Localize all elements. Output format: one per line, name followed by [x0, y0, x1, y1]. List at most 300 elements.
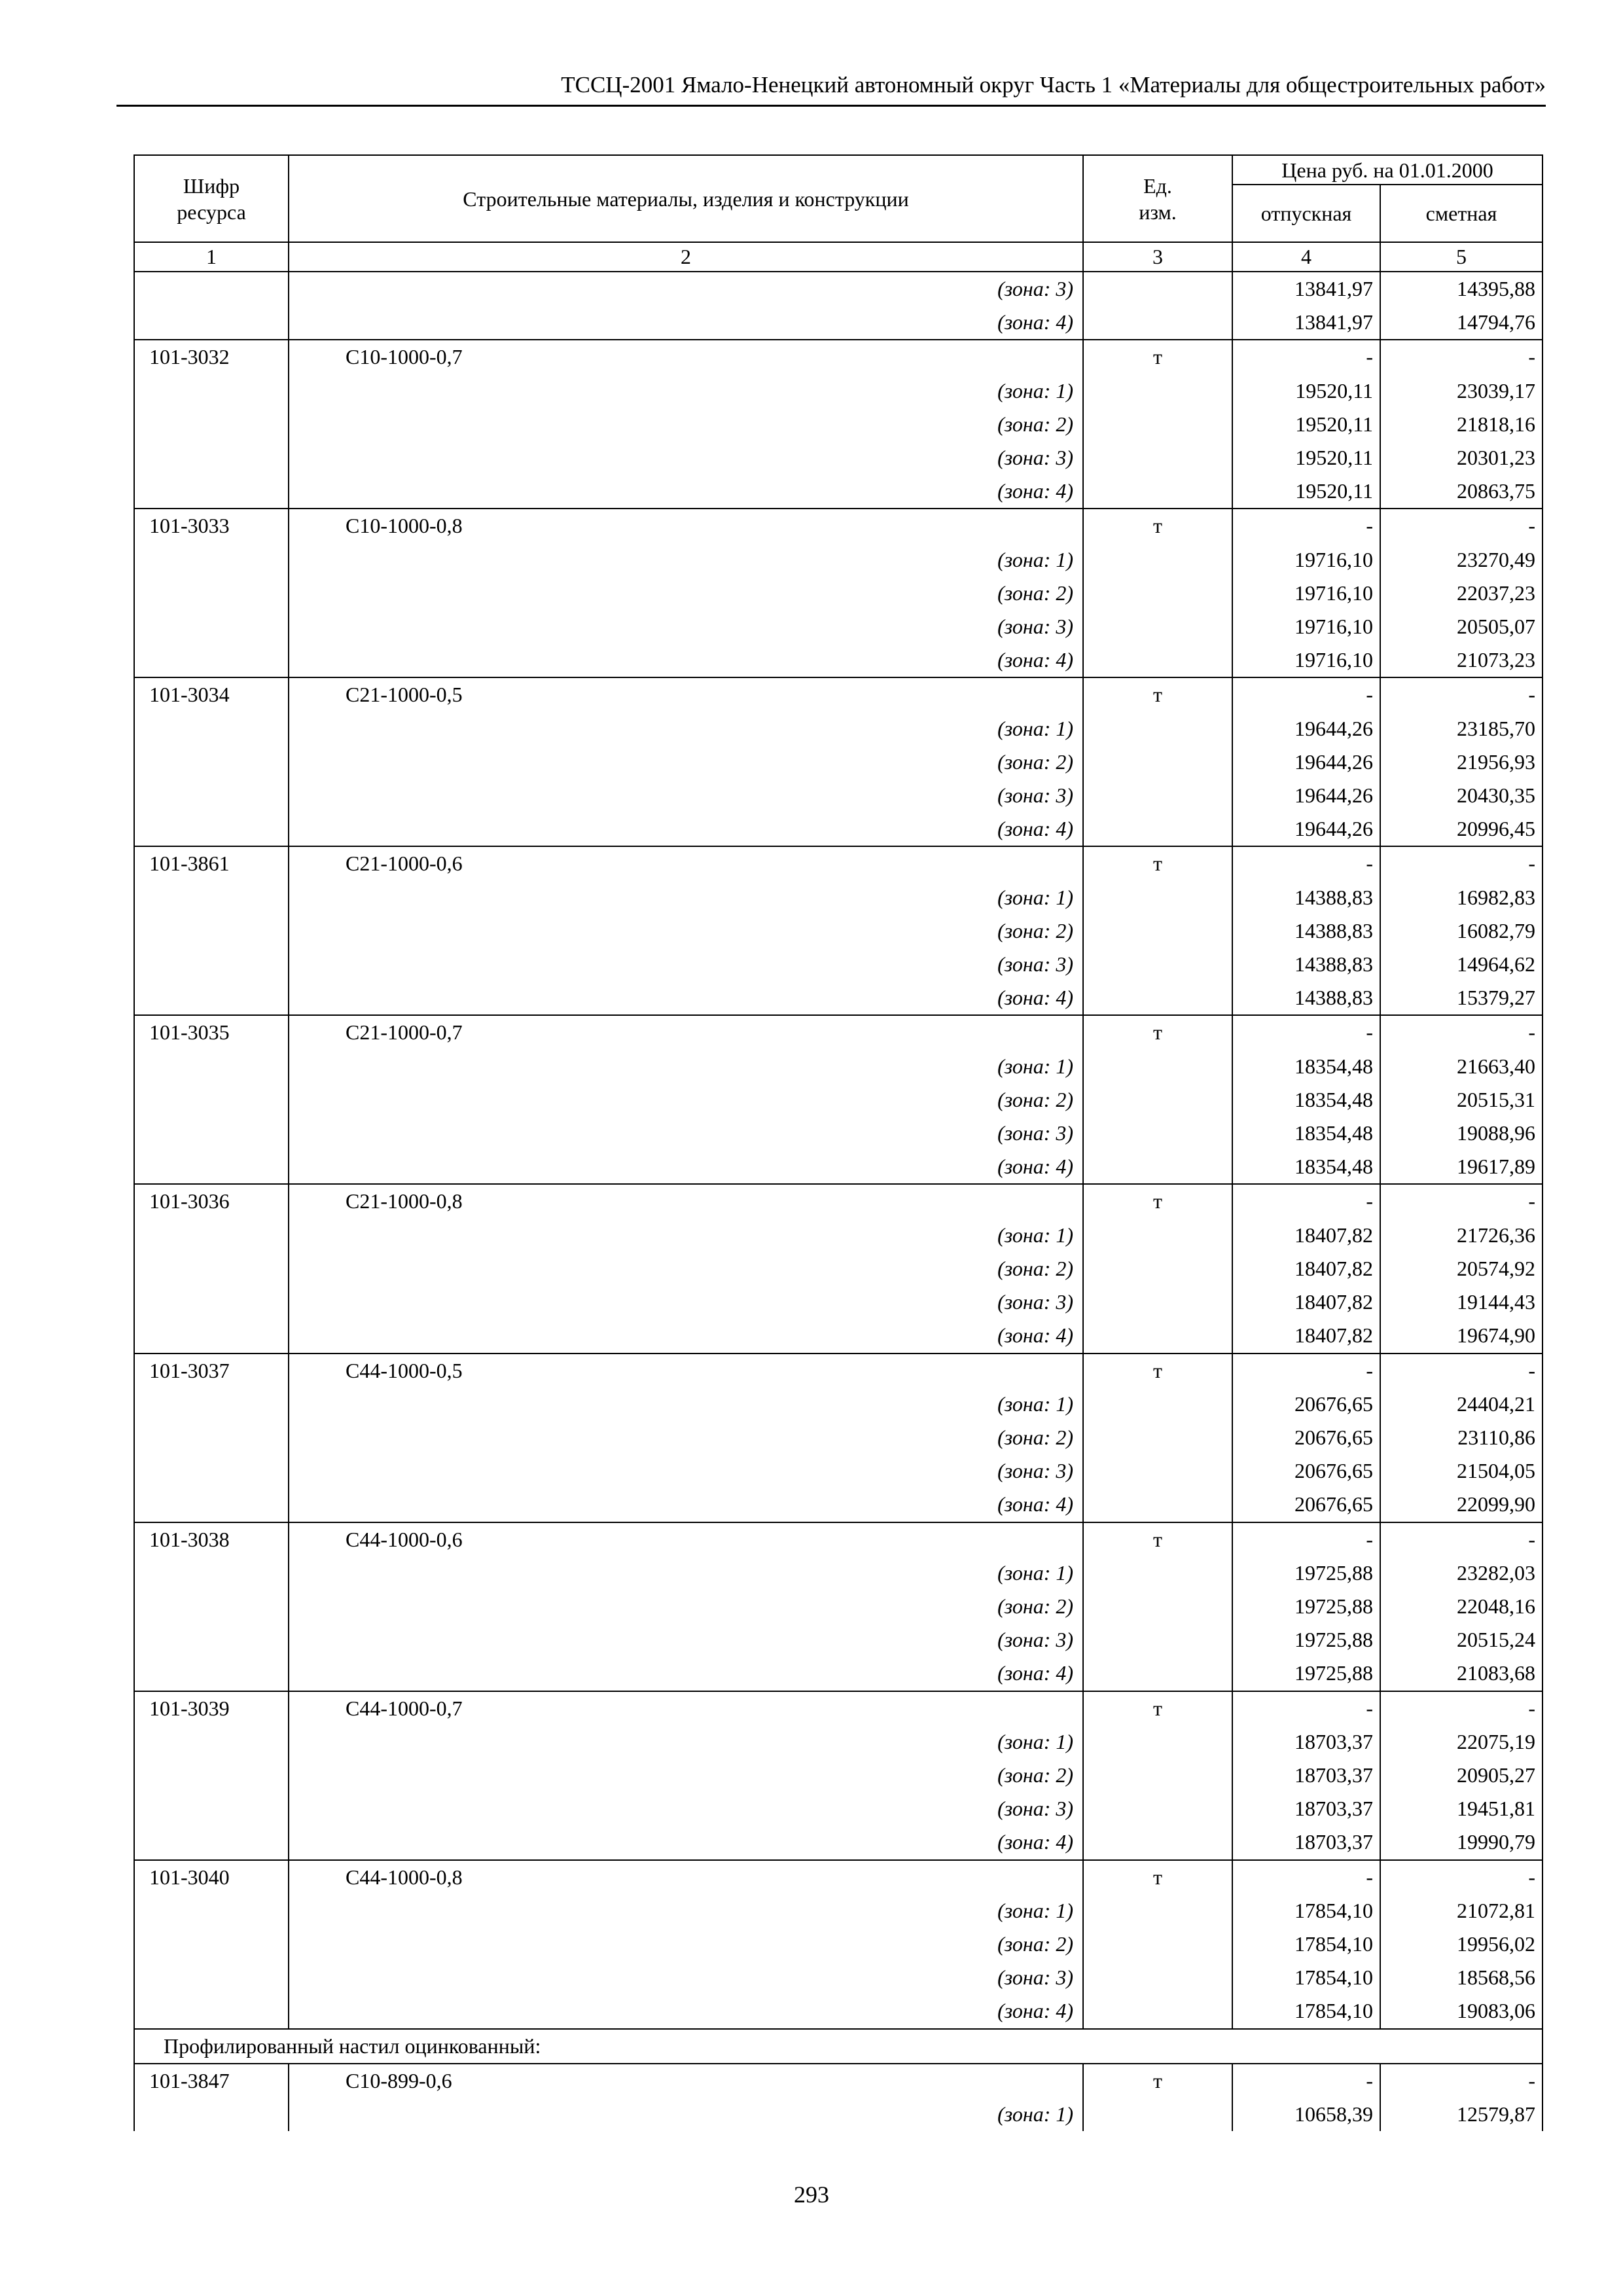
- item-row: [134, 846, 1543, 880]
- unit-cell-empty: [1083, 1556, 1232, 1590]
- release-price: 19520,11: [1232, 441, 1380, 475]
- estimate-price: 21083,68: [1380, 1657, 1543, 1691]
- estimate-price: 20574,92: [1380, 1252, 1543, 1285]
- zone-row: [134, 1083, 1543, 1117]
- unit-cell-empty: [1083, 779, 1232, 812]
- unit-cell: т: [1083, 509, 1232, 543]
- release-price: -: [1232, 2064, 1380, 2098]
- zone-row: [134, 306, 1543, 340]
- resource-code-empty: [134, 981, 289, 1015]
- resource-code-empty: [134, 745, 289, 779]
- item-row: [134, 2064, 1543, 2098]
- zone-label: (зона: 4): [289, 475, 1083, 509]
- unit-cell-empty: [1083, 1928, 1232, 1961]
- release-price: 18703,37: [1232, 1725, 1380, 1759]
- resource-code-empty: [134, 1252, 289, 1285]
- zone-label: (зона: 1): [289, 1388, 1083, 1421]
- estimate-price: 14964,62: [1380, 948, 1543, 981]
- release-price: 18703,37: [1232, 1792, 1380, 1825]
- zone-row: [134, 1421, 1543, 1454]
- column-header-release: отпускная: [1232, 185, 1380, 242]
- zone-row: [134, 1488, 1543, 1522]
- release-price: 18407,82: [1232, 1252, 1380, 1285]
- resource-code-empty: [134, 712, 289, 745]
- item-row: [134, 1354, 1543, 1388]
- zone-label: (зона: 3): [289, 1623, 1083, 1657]
- resource-code-empty: [134, 1894, 289, 1928]
- estimate-price: -: [1380, 1015, 1543, 1049]
- resource-code-empty: [134, 948, 289, 981]
- zone-row: [134, 1150, 1543, 1184]
- estimate-price: 23185,70: [1380, 712, 1543, 745]
- resource-code-empty: [134, 441, 289, 475]
- unit-cell-empty: [1083, 745, 1232, 779]
- resource-code-empty: [134, 475, 289, 509]
- table-header: [134, 155, 1543, 272]
- zone-row: [134, 1590, 1543, 1623]
- zone-label: (зона: 4): [289, 1657, 1083, 1691]
- unit-cell-empty: [1083, 1961, 1232, 1994]
- release-price: 13841,97: [1232, 272, 1380, 306]
- release-price: 19716,10: [1232, 543, 1380, 577]
- release-price: -: [1232, 509, 1380, 543]
- zone-row: [134, 1825, 1543, 1859]
- zone-row: [134, 914, 1543, 948]
- column-number-4: 4: [1232, 242, 1380, 272]
- zone-row: [134, 1219, 1543, 1252]
- material-name: С21-1000-0,7: [289, 1015, 1083, 1049]
- zone-row: [134, 1117, 1543, 1150]
- resource-code-empty: [134, 1388, 289, 1421]
- release-price: 17854,10: [1232, 1894, 1380, 1928]
- unit-cell-empty: [1083, 306, 1232, 340]
- unit-cell-empty: [1083, 948, 1232, 981]
- estimate-price: 20505,07: [1380, 610, 1543, 643]
- release-price: 14388,83: [1232, 881, 1380, 914]
- estimate-price: -: [1380, 846, 1543, 880]
- material-name: С10-899-0,6: [289, 2064, 1083, 2098]
- release-price: 19716,10: [1232, 643, 1380, 677]
- resource-code-empty: [134, 1150, 289, 1184]
- zone-label: (зона: 4): [289, 1994, 1083, 2028]
- item-row: [134, 340, 1543, 374]
- material-name: С21-1000-0,8: [289, 1184, 1083, 1218]
- estimate-price: 22048,16: [1380, 1590, 1543, 1623]
- estimate-price: -: [1380, 1860, 1543, 1894]
- zone-row: [134, 712, 1543, 745]
- resource-code-empty: [134, 1928, 289, 1961]
- estimate-price: -: [1380, 677, 1543, 711]
- release-price: 20676,65: [1232, 1388, 1380, 1421]
- resource-code-empty: [134, 779, 289, 812]
- zone-label: (зона: 1): [289, 881, 1083, 914]
- release-price: 14388,83: [1232, 948, 1380, 981]
- estimate-price: 14794,76: [1380, 306, 1543, 340]
- zone-row: [134, 1994, 1543, 2028]
- unit-cell-empty: [1083, 475, 1232, 509]
- unit-cell-empty: [1083, 1994, 1232, 2028]
- estimate-price: 19617,89: [1380, 1150, 1543, 1184]
- release-price: 18703,37: [1232, 1825, 1380, 1859]
- zone-row: [134, 1961, 1543, 1994]
- resource-code-empty: [134, 1219, 289, 1252]
- item-row: [134, 1015, 1543, 1049]
- unit-cell-empty: [1083, 1285, 1232, 1319]
- estimate-price: 12579,87: [1380, 2098, 1543, 2131]
- resource-code-empty: [134, 1050, 289, 1083]
- estimate-price: -: [1380, 1691, 1543, 1725]
- estimate-price: 23282,03: [1380, 1556, 1543, 1590]
- estimate-price: -: [1380, 1184, 1543, 1218]
- unit-cell-empty: [1083, 981, 1232, 1015]
- column-number-1: 1: [134, 242, 289, 272]
- zone-label: (зона: 4): [289, 812, 1083, 846]
- unit-cell-empty: [1083, 1252, 1232, 1285]
- zone-row: [134, 475, 1543, 509]
- unit-cell-empty: [1083, 1319, 1232, 1353]
- estimate-price: 20996,45: [1380, 812, 1543, 846]
- release-price: 18407,82: [1232, 1219, 1380, 1252]
- resource-code-empty: [134, 881, 289, 914]
- estimate-price: 21956,93: [1380, 745, 1543, 779]
- unit-cell: т: [1083, 1354, 1232, 1388]
- resource-code-empty: [134, 1083, 289, 1117]
- unit-cell: т: [1083, 846, 1232, 880]
- zone-row: [134, 441, 1543, 475]
- release-price: 18703,37: [1232, 1759, 1380, 1792]
- estimate-price: 21726,36: [1380, 1219, 1543, 1252]
- item-row: [134, 509, 1543, 543]
- zone-label: (зона: 2): [289, 1759, 1083, 1792]
- zone-label: (зона: 3): [289, 779, 1083, 812]
- zone-label: (зона: 3): [289, 1117, 1083, 1150]
- estimate-price: 22037,23: [1380, 577, 1543, 610]
- zone-label: (зона: 3): [289, 1454, 1083, 1488]
- estimate-price: 21663,40: [1380, 1050, 1543, 1083]
- zone-label: (зона: 3): [289, 1961, 1083, 1994]
- zone-row: [134, 1050, 1543, 1083]
- release-price: 19725,88: [1232, 1657, 1380, 1691]
- zone-label: (зона: 3): [289, 1285, 1083, 1319]
- release-price: -: [1232, 1015, 1380, 1049]
- estimate-price: 20430,35: [1380, 779, 1543, 812]
- release-price: 18407,82: [1232, 1319, 1380, 1353]
- unit-cell: т: [1083, 1184, 1232, 1218]
- zone-row: [134, 779, 1543, 812]
- zone-row: [134, 1388, 1543, 1421]
- zone-label: (зона: 2): [289, 1928, 1083, 1961]
- zone-label: (зона: 1): [289, 1219, 1083, 1252]
- section-title: Профилированный настил оцинкованный:: [134, 2029, 1543, 2064]
- zone-label: (зона: 1): [289, 1725, 1083, 1759]
- resource-code-empty: [134, 1454, 289, 1488]
- unit-cell: т: [1083, 1015, 1232, 1049]
- release-price: 20676,65: [1232, 1421, 1380, 1454]
- zone-row: [134, 948, 1543, 981]
- unit-cell-empty: [1083, 1759, 1232, 1792]
- resource-code-empty: [134, 1488, 289, 1522]
- resource-code: 101-3033: [134, 509, 289, 543]
- zone-row: [134, 745, 1543, 779]
- release-price: -: [1232, 1691, 1380, 1725]
- estimate-price: 23270,49: [1380, 543, 1543, 577]
- item-row: [134, 677, 1543, 711]
- unit-cell-empty: [1083, 1725, 1232, 1759]
- estimate-price: 23110,86: [1380, 1421, 1543, 1454]
- unit-cell: т: [1083, 2064, 1232, 2098]
- unit-cell-empty: [1083, 1050, 1232, 1083]
- unit-cell: т: [1083, 340, 1232, 374]
- zone-row: [134, 981, 1543, 1015]
- estimate-price: -: [1380, 1522, 1543, 1556]
- resource-code: 101-3036: [134, 1184, 289, 1218]
- resource-code-empty: [134, 1556, 289, 1590]
- zone-label: (зона: 1): [289, 1050, 1083, 1083]
- release-price: 18407,82: [1232, 1285, 1380, 1319]
- estimate-price: -: [1380, 509, 1543, 543]
- resource-code-empty: [134, 1657, 289, 1691]
- estimate-price: 24404,21: [1380, 1388, 1543, 1421]
- zone-label: (зона: 1): [289, 1556, 1083, 1590]
- estimate-price: 19990,79: [1380, 1825, 1543, 1859]
- zone-row: [134, 1657, 1543, 1691]
- estimate-price: 21818,16: [1380, 408, 1543, 441]
- resource-code-empty: [134, 1117, 289, 1150]
- estimate-price: 21073,23: [1380, 643, 1543, 677]
- material-name: С44-1000-0,8: [289, 1860, 1083, 1894]
- zone-row: [134, 374, 1543, 408]
- zone-label: (зона: 4): [289, 643, 1083, 677]
- zone-label: (зона: 4): [289, 981, 1083, 1015]
- resource-code: 101-3035: [134, 1015, 289, 1049]
- zone-row: [134, 610, 1543, 643]
- zone-label: (зона: 4): [289, 1825, 1083, 1859]
- resource-code-empty: [134, 1623, 289, 1657]
- item-row: [134, 1860, 1543, 1894]
- unit-cell-empty: [1083, 610, 1232, 643]
- unit-cell-empty: [1083, 812, 1232, 846]
- zone-row: [134, 1894, 1543, 1928]
- resource-code: 101-3847: [134, 2064, 289, 2098]
- estimate-price: 21504,05: [1380, 1454, 1543, 1488]
- item-row: [134, 1691, 1543, 1725]
- release-price: -: [1232, 340, 1380, 374]
- estimate-price: -: [1380, 1354, 1543, 1388]
- unit-cell-empty: [1083, 577, 1232, 610]
- zone-row: [134, 1928, 1543, 1961]
- release-price: 18354,48: [1232, 1150, 1380, 1184]
- estimate-price: 20515,24: [1380, 1623, 1543, 1657]
- unit-cell-empty: [1083, 1590, 1232, 1623]
- item-row: [134, 1184, 1543, 1218]
- unit-cell-empty: [1083, 1792, 1232, 1825]
- unit-cell-empty: [1083, 543, 1232, 577]
- unit-cell-empty: [1083, 712, 1232, 745]
- unit-cell: т: [1083, 1522, 1232, 1556]
- estimate-price: 19956,02: [1380, 1928, 1543, 1961]
- resource-code-empty: [134, 812, 289, 846]
- resource-code-empty: [134, 577, 289, 610]
- unit-cell-empty: [1083, 1454, 1232, 1488]
- resource-code: 101-3034: [134, 677, 289, 711]
- material-name: С44-1000-0,7: [289, 1691, 1083, 1725]
- release-price: -: [1232, 1184, 1380, 1218]
- estimate-price: 22099,90: [1380, 1488, 1543, 1522]
- resource-code: 101-3040: [134, 1860, 289, 1894]
- release-price: 17854,10: [1232, 1994, 1380, 2028]
- running-header: ТССЦ-2001 Ямало-Ненецкий автономный округ Часть 1 «Материалы для общестроительных работ»: [116, 71, 1546, 107]
- resource-code-empty: [134, 272, 289, 306]
- resource-code-empty: [134, 1285, 289, 1319]
- unit-cell-empty: [1083, 1117, 1232, 1150]
- estimate-price: 18568,56: [1380, 1961, 1543, 1994]
- zone-row: [134, 543, 1543, 577]
- resource-code-empty: [134, 1421, 289, 1454]
- estimate-price: 19083,06: [1380, 1994, 1543, 2028]
- zone-row: [134, 1556, 1543, 1590]
- zone-row: [134, 881, 1543, 914]
- zone-label: (зона: 3): [289, 1792, 1083, 1825]
- column-header-unit: Ед. изм.: [1083, 155, 1232, 242]
- release-price: 18354,48: [1232, 1083, 1380, 1117]
- zone-row: [134, 1454, 1543, 1488]
- unit-cell-empty: [1083, 1150, 1232, 1184]
- zone-label: (зона: 2): [289, 577, 1083, 610]
- zone-row: [134, 1285, 1543, 1319]
- unit-cell-empty: [1083, 881, 1232, 914]
- material-name: С44-1000-0,6: [289, 1522, 1083, 1556]
- zone-label: (зона: 1): [289, 543, 1083, 577]
- estimate-price: 19674,90: [1380, 1319, 1543, 1353]
- release-price: 19644,26: [1232, 779, 1380, 812]
- release-price: 20676,65: [1232, 1454, 1380, 1488]
- column-header-name: Строительные материалы, изделия и конструкции: [289, 155, 1083, 242]
- resource-code-empty: [134, 1319, 289, 1353]
- release-price: 19520,11: [1232, 408, 1380, 441]
- unit-cell-empty: [1083, 1488, 1232, 1522]
- unit-cell-empty: [1083, 1894, 1232, 1928]
- unit-cell: т: [1083, 677, 1232, 711]
- resource-code-empty: [134, 1792, 289, 1825]
- zone-row: [134, 2098, 1543, 2131]
- material-name: С44-1000-0,5: [289, 1354, 1083, 1388]
- release-price: 13841,97: [1232, 306, 1380, 340]
- zone-row: [134, 1792, 1543, 1825]
- unit-cell-empty: [1083, 1657, 1232, 1691]
- unit-cell-empty: [1083, 374, 1232, 408]
- material-name: С10-1000-0,7: [289, 340, 1083, 374]
- material-name: С21-1000-0,6: [289, 846, 1083, 880]
- zone-label: (зона: 2): [289, 1590, 1083, 1623]
- resource-code: 101-3037: [134, 1354, 289, 1388]
- column-number-2: 2: [289, 242, 1083, 272]
- zone-row: [134, 1252, 1543, 1285]
- material-name: С10-1000-0,8: [289, 509, 1083, 543]
- estimate-price: 20905,27: [1380, 1759, 1543, 1792]
- release-price: -: [1232, 1354, 1380, 1388]
- zone-row: [134, 1759, 1543, 1792]
- estimate-price: -: [1380, 2064, 1543, 2098]
- table-body: [134, 272, 1543, 2131]
- estimate-price: 19144,43: [1380, 1285, 1543, 1319]
- zone-label: (зона: 1): [289, 712, 1083, 745]
- resource-code-empty: [134, 1590, 289, 1623]
- release-price: 19520,11: [1232, 475, 1380, 509]
- release-price: 18354,48: [1232, 1050, 1380, 1083]
- column-number-3: 3: [1083, 242, 1232, 272]
- zone-row: [134, 643, 1543, 677]
- zone-label: (зона: 1): [289, 374, 1083, 408]
- zone-row: [134, 272, 1543, 306]
- release-price: -: [1232, 677, 1380, 711]
- resource-code-empty: [134, 374, 289, 408]
- page-number: 293: [794, 2181, 829, 2208]
- unit-cell: т: [1083, 1691, 1232, 1725]
- zone-row: [134, 1623, 1543, 1657]
- zone-label: (зона: 1): [289, 2098, 1083, 2131]
- zone-label: (зона: 4): [289, 1319, 1083, 1353]
- zone-row: [134, 1725, 1543, 1759]
- zone-row: [134, 812, 1543, 846]
- release-price: 19644,26: [1232, 712, 1380, 745]
- estimate-price: 15379,27: [1380, 981, 1543, 1015]
- unit-cell-empty: [1083, 914, 1232, 948]
- unit-cell-empty: [1083, 1623, 1232, 1657]
- resource-code-empty: [134, 1825, 289, 1859]
- estimate-price: 19088,96: [1380, 1117, 1543, 1150]
- estimate-price: 16082,79: [1380, 914, 1543, 948]
- resource-code-empty: [134, 1759, 289, 1792]
- column-number-5: 5: [1380, 242, 1543, 272]
- resource-code-empty: [134, 1994, 289, 2028]
- zone-label: (зона: 2): [289, 745, 1083, 779]
- resource-code-empty: [134, 1725, 289, 1759]
- unit-cell-empty: [1083, 1825, 1232, 1859]
- resource-code: 101-3861: [134, 846, 289, 880]
- release-price: 19716,10: [1232, 577, 1380, 610]
- zone-label: (зона: 1): [289, 1894, 1083, 1928]
- release-price: 14388,83: [1232, 981, 1380, 1015]
- zone-label: (зона: 3): [289, 610, 1083, 643]
- release-price: 19520,11: [1232, 374, 1380, 408]
- unit-cell-empty: [1083, 643, 1232, 677]
- release-price: 18354,48: [1232, 1117, 1380, 1150]
- unit-cell-empty: [1083, 1388, 1232, 1421]
- estimate-price: 23039,17: [1380, 374, 1543, 408]
- zone-label: (зона: 2): [289, 1083, 1083, 1117]
- section-row: [134, 2029, 1543, 2064]
- estimate-price: 20863,75: [1380, 475, 1543, 509]
- resource-code: 101-3032: [134, 340, 289, 374]
- item-row: [134, 1522, 1543, 1556]
- release-price: 19725,88: [1232, 1556, 1380, 1590]
- unit-cell-empty: [1083, 1219, 1232, 1252]
- estimate-price: 21072,81: [1380, 1894, 1543, 1928]
- release-price: 19644,26: [1232, 812, 1380, 846]
- unit-cell-empty: [1083, 2098, 1232, 2131]
- release-price: 17854,10: [1232, 1928, 1380, 1961]
- resource-code-empty: [134, 408, 289, 441]
- resource-code-empty: [134, 1961, 289, 1994]
- unit-cell-empty: [1083, 1421, 1232, 1454]
- column-header-code: Шифр ресурса: [134, 155, 289, 242]
- release-price: 19644,26: [1232, 745, 1380, 779]
- zone-label: (зона: 3): [289, 948, 1083, 981]
- zone-label: (зона: 4): [289, 1488, 1083, 1522]
- zone-row: [134, 408, 1543, 441]
- zone-label: (зона: 2): [289, 1252, 1083, 1285]
- unit-cell-empty: [1083, 441, 1232, 475]
